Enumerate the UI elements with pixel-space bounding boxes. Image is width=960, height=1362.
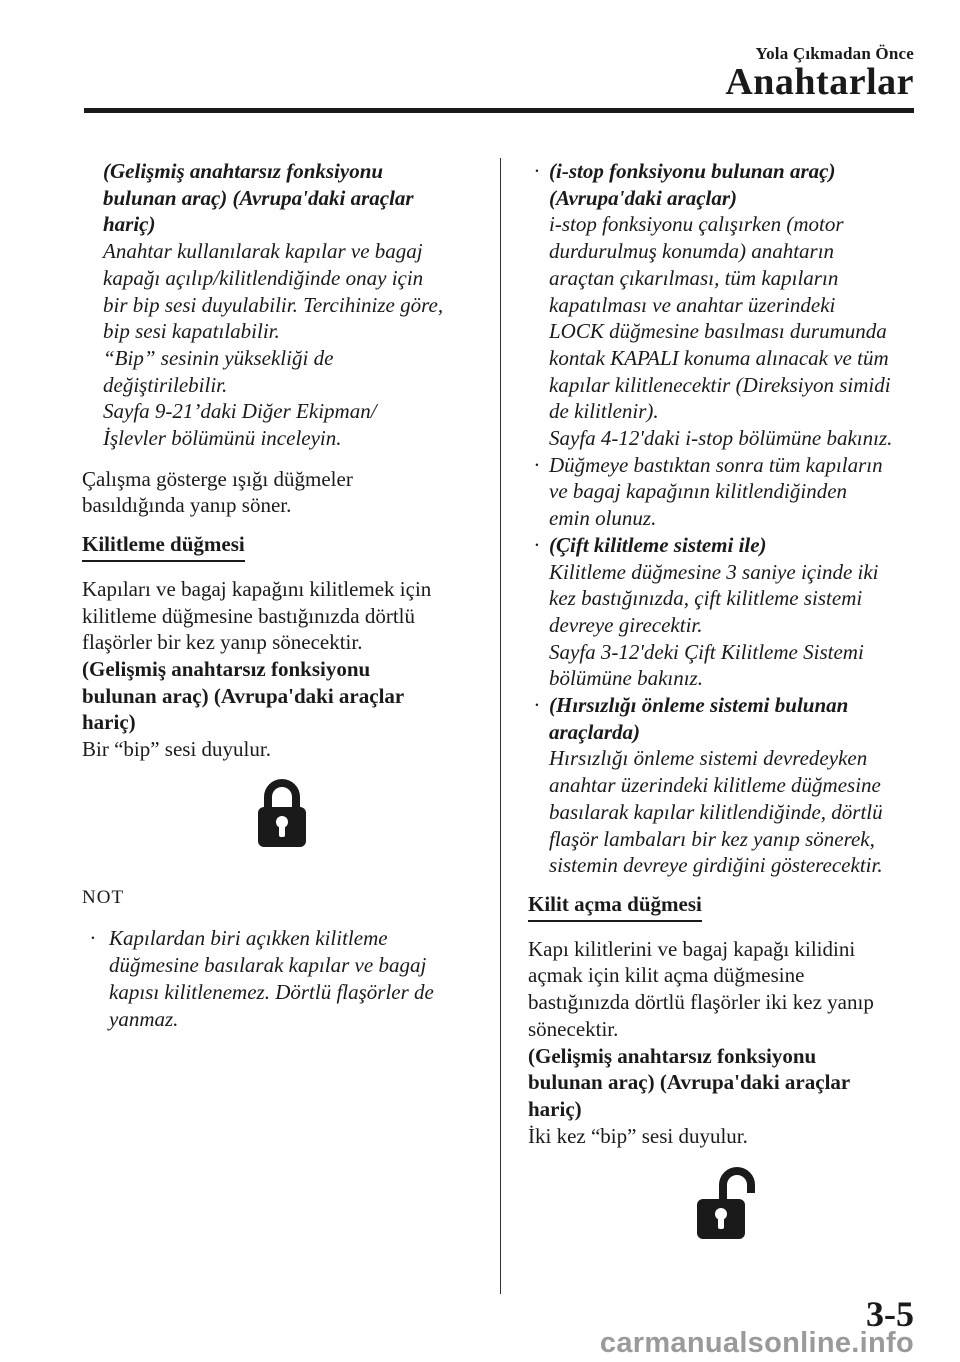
column-divider bbox=[500, 158, 501, 1294]
text-line: Sayfa 3-12'deki Çift Kilitleme Sistemi bbox=[549, 639, 864, 664]
double-lock-bullet bbox=[528, 532, 928, 692]
unlock-icon bbox=[693, 1163, 763, 1241]
bullet-dot: · bbox=[534, 693, 540, 718]
text-line: kilitleme düğmesine bastığınızda dörtlü bbox=[82, 603, 416, 628]
text-line: Kapılardan biri açıkken kilitleme bbox=[109, 926, 388, 951]
text-line: yanmaz. bbox=[109, 1006, 179, 1031]
bullet-dot: · bbox=[534, 452, 540, 477]
page-number: 3-5 bbox=[866, 1294, 914, 1334]
text-line: araçtan çıkarılması, tüm kapıların bbox=[549, 265, 839, 290]
theft-deterrent-bullet bbox=[528, 692, 928, 879]
text-line: kapatılması ve anahtar üzerindeki bbox=[549, 292, 836, 317]
text-line: flaşörler bir kez yanıp sönecektir. bbox=[82, 630, 363, 655]
text-line: Sayfa 9-21’daki Diğer Ekipman/ bbox=[103, 399, 377, 424]
unlock-button-heading-wrap bbox=[528, 891, 928, 922]
text-line: (i-stop fonksiyonu bulunan araç) bbox=[549, 159, 836, 183]
text-line: devreye girecektir. bbox=[549, 612, 703, 637]
text-line: sönecektir. bbox=[528, 1016, 619, 1041]
text-line: açmak için kilit açma düğmesine bbox=[528, 963, 805, 988]
text-line: basılarak kapılar kilitlendiğinde, dörtlü bbox=[549, 799, 883, 824]
confirm-lock-bullet bbox=[528, 452, 928, 532]
lock-button-heading-wrap bbox=[82, 531, 482, 562]
text-line: Çalışma gösterge ışığı düğmeler bbox=[82, 466, 353, 491]
text-line: bulunan araç) (Avrupa'daki araçlar bbox=[528, 1070, 851, 1095]
text-line: de kilitlenir). bbox=[549, 399, 659, 424]
text-line: i-stop fonksiyonu çalışırken (motor bbox=[549, 212, 844, 237]
text-line: anahtar üzerindeki kilitleme düğmesine bbox=[549, 773, 881, 798]
text-line: İşlevler bölümünü inceleyin. bbox=[103, 426, 342, 451]
text-line: hariç) bbox=[82, 710, 136, 735]
text-line: basıldığında yanıp söner. bbox=[82, 493, 292, 518]
text-line: Kilitleme düğmesine 3 saniye içinde iki bbox=[549, 559, 879, 584]
text-line: bastığınızda dörtlü flaşörler iki kez yanıp bbox=[528, 990, 874, 1015]
watermark: carmanualsonline.info bbox=[599, 1327, 914, 1359]
text-line: düğmesine basılarak kapılar ve bagaj bbox=[109, 953, 427, 978]
bullet-dot: · bbox=[534, 532, 540, 557]
text-line: (Gelişmiş anahtarsız fonksiyonu bbox=[82, 656, 371, 681]
text-line: hariç) bbox=[528, 1096, 582, 1121]
text-line: bip sesi kapatılabilir. bbox=[103, 319, 280, 344]
text-line: Bir “bip” sesi duyulur. bbox=[82, 737, 271, 762]
text-line: (Gelişmiş anahtarsız fonksiyonu bbox=[528, 1043, 817, 1068]
text-line: değiştirilebilir. bbox=[103, 372, 228, 397]
text-line: Kapı kilitlerini ve bagaj kapağı kilidini bbox=[528, 936, 856, 961]
text-line: Sayfa 4-12'daki i-stop bölümüne bakınız. bbox=[549, 426, 893, 451]
text-line: (Çift kilitleme sistemi ile) bbox=[549, 532, 767, 557]
unlock-button-paragraph bbox=[528, 936, 928, 1150]
text-line: bölümüne bakınız. bbox=[549, 666, 703, 691]
text-line: kontak KAPALI konuma alınacak ve tüm bbox=[549, 345, 889, 370]
running-header-section: Yola Çıkmadan Önce bbox=[755, 44, 914, 63]
note-label: NOT bbox=[82, 886, 125, 908]
text-line: (Avrupa'daki araçlar) bbox=[549, 185, 738, 210]
header-rule bbox=[84, 108, 914, 113]
lock-icon bbox=[254, 777, 310, 849]
text-line: durdurulmuş konumda) anahtarın bbox=[549, 239, 835, 264]
istop-bullet bbox=[528, 158, 928, 452]
unlock-icon-wrap bbox=[528, 1163, 928, 1241]
running-header-title: Anahtarlar bbox=[725, 61, 914, 103]
text-line: Anahtar kullanılarak kapılar ve bagaj bbox=[103, 239, 423, 264]
bullet-dot: · bbox=[534, 159, 540, 183]
text-line: kapısı kilitlenemez. Dörtlü flaşörler de bbox=[109, 979, 434, 1004]
text-line: “Bip” sesinin yüksekliği de bbox=[103, 345, 334, 370]
lock-button-heading: Kilitleme düğmesi bbox=[82, 531, 245, 562]
indicator-paragraph bbox=[82, 466, 482, 519]
text-line: bulunan araç) (Avrupa'daki araçlar bbox=[82, 683, 405, 708]
text-line: sistemin devreye girdiğini gösterecektir. bbox=[549, 853, 883, 878]
bullet-dot: · bbox=[90, 926, 96, 951]
text-line: İki kez “bip” sesi duyulur. bbox=[528, 1123, 748, 1148]
text-line: bir bip sesi duyulabilir. Tercihinize göre, bbox=[103, 292, 444, 317]
lock-button-paragraph bbox=[82, 576, 482, 763]
text-line: (Hırsızlığı önleme sistemi bulunan bbox=[549, 693, 849, 718]
text-line: araçlarda) bbox=[549, 719, 640, 744]
text-line: LOCK düğmesine basılması durumunda bbox=[549, 319, 887, 344]
text-line: bulunan araç) (Avrupa'daki araçlar bbox=[103, 185, 414, 210]
text-line: hariç) bbox=[103, 212, 156, 237]
text-line: Hırsızlığı önleme sistemi devredeyken bbox=[549, 746, 868, 771]
lock-icon-wrap bbox=[82, 777, 482, 849]
text-line: Düğmeye bastıktan sonra tüm kapıların bbox=[549, 452, 883, 477]
text-line: kapağı açılıp/kilitlendiğinde onay için bbox=[103, 265, 424, 290]
right-column bbox=[528, 158, 928, 1241]
text-line: flaşör lambaları bir kez yanıp sönerek, bbox=[549, 826, 875, 851]
text-line: ve bagaj kapağının kilitlendiğinden bbox=[549, 479, 848, 504]
text-line: kez bastığınızda, çift kilitleme sistemi bbox=[549, 586, 863, 611]
text-line: emin olunuz. bbox=[549, 506, 657, 531]
keyless-beep-paragraph bbox=[82, 158, 482, 452]
text-line: kapılar kilitlenecektir (Direksiyon simidi bbox=[549, 372, 891, 397]
left-column bbox=[82, 158, 482, 1032]
text-line: Kapıları ve bagaj kapağını kilitlemek için bbox=[82, 576, 432, 601]
note-bullet bbox=[82, 925, 482, 1032]
text-line: (Gelişmiş anahtarsız fonksiyonu bbox=[103, 159, 384, 183]
unlock-button-heading: Kilit açma düğmesi bbox=[528, 891, 702, 922]
